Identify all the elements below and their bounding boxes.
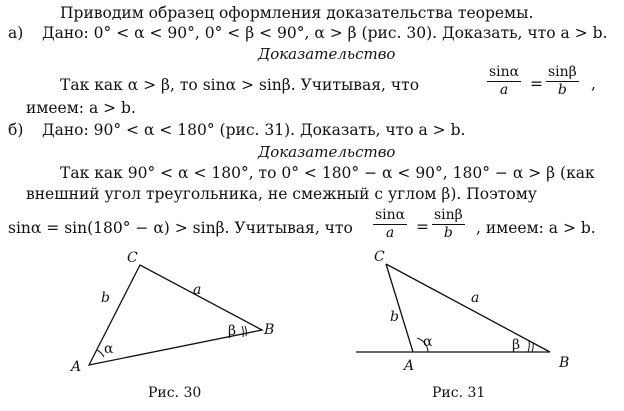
proof-heading-a: Доказательство (258, 45, 396, 63)
part-b-proof-line1: Так как 90° < α < 180°, то 0° < 180° − α < 90°, 180° − α > β (как (60, 164, 595, 182)
part-b-proof-line2: внешний угол треугольника, не смежный с углом β). Поэтому (26, 185, 537, 203)
vertex-a-31: A (404, 358, 415, 374)
equals-sign-2: = (416, 218, 429, 236)
caption-figure-31: Рис. 31 (432, 385, 486, 401)
comma-1: , (591, 75, 596, 93)
side-b-30: b (101, 290, 110, 306)
fraction-numerator: sinα (489, 64, 520, 80)
part-a-label: а) (8, 24, 24, 42)
angle-alpha-31: α (423, 334, 433, 350)
fraction-denominator: b (443, 225, 453, 241)
part-b-proof-line3-end: , имеем: a > b. (476, 219, 596, 237)
fraction-denominator: b (557, 82, 567, 98)
figure-30 (69, 250, 274, 375)
side-b-31: b (390, 309, 399, 325)
side-a-31: a (471, 290, 480, 306)
intro-line: Приводим образец оформления доказательства теоремы. (60, 4, 534, 22)
figure-31 (356, 249, 569, 374)
fraction-numerator: sinβ (434, 207, 463, 223)
angle-beta-30: β (228, 323, 237, 339)
vertex-c-31: C (374, 249, 385, 265)
part-a-proof-line1: Так как α > β, то sinα > sinβ. Учитывая, что (60, 76, 420, 94)
vertex-b-31: B (559, 355, 570, 371)
angle-arc-beta-31-double (528, 341, 529, 352)
vertex-c-30: C (127, 250, 138, 266)
angle-arc-beta-31 (532, 343, 533, 352)
angle-arc-alpha-30 (97, 350, 104, 357)
side-a-line-31 (386, 264, 550, 352)
side-a-30: a (193, 282, 202, 298)
part-a-proof-line2: имеем: a > b. (26, 99, 136, 117)
part-b-proof-line3: sinα = sin(180° − α) > sinβ. Учитывая, что (8, 219, 353, 237)
fraction-numerator: sinβ (548, 64, 577, 80)
angle-arc-beta-30 (245, 326, 246, 336)
vertex-b-30: B (264, 322, 275, 338)
angle-arc-beta-30-double (242, 326, 243, 337)
angle-alpha-30: α (104, 341, 114, 357)
fraction-denominator: a (499, 82, 509, 98)
side-b-line-31 (386, 264, 413, 352)
fraction-denominator: a (385, 225, 395, 241)
equals-sign-1: = (530, 75, 543, 93)
caption-figure-30: Рис. 30 (148, 385, 202, 401)
vertex-a-30: A (71, 359, 82, 375)
part-a-given: Дано: 0° < α < 90°, 0° < β < 90°, α > β (рис. 30). Доказать, что a > b. (42, 24, 608, 42)
part-b-label: б) (8, 121, 24, 139)
angle-beta-31: β (512, 337, 521, 353)
proof-heading-b: Доказательство (258, 143, 396, 161)
part-b-given: Дано: 90° < α < 180° (рис. 31). Доказать, что a > b. (42, 121, 466, 139)
fraction-numerator: sinα (375, 207, 406, 223)
triangle-30 (89, 265, 262, 365)
